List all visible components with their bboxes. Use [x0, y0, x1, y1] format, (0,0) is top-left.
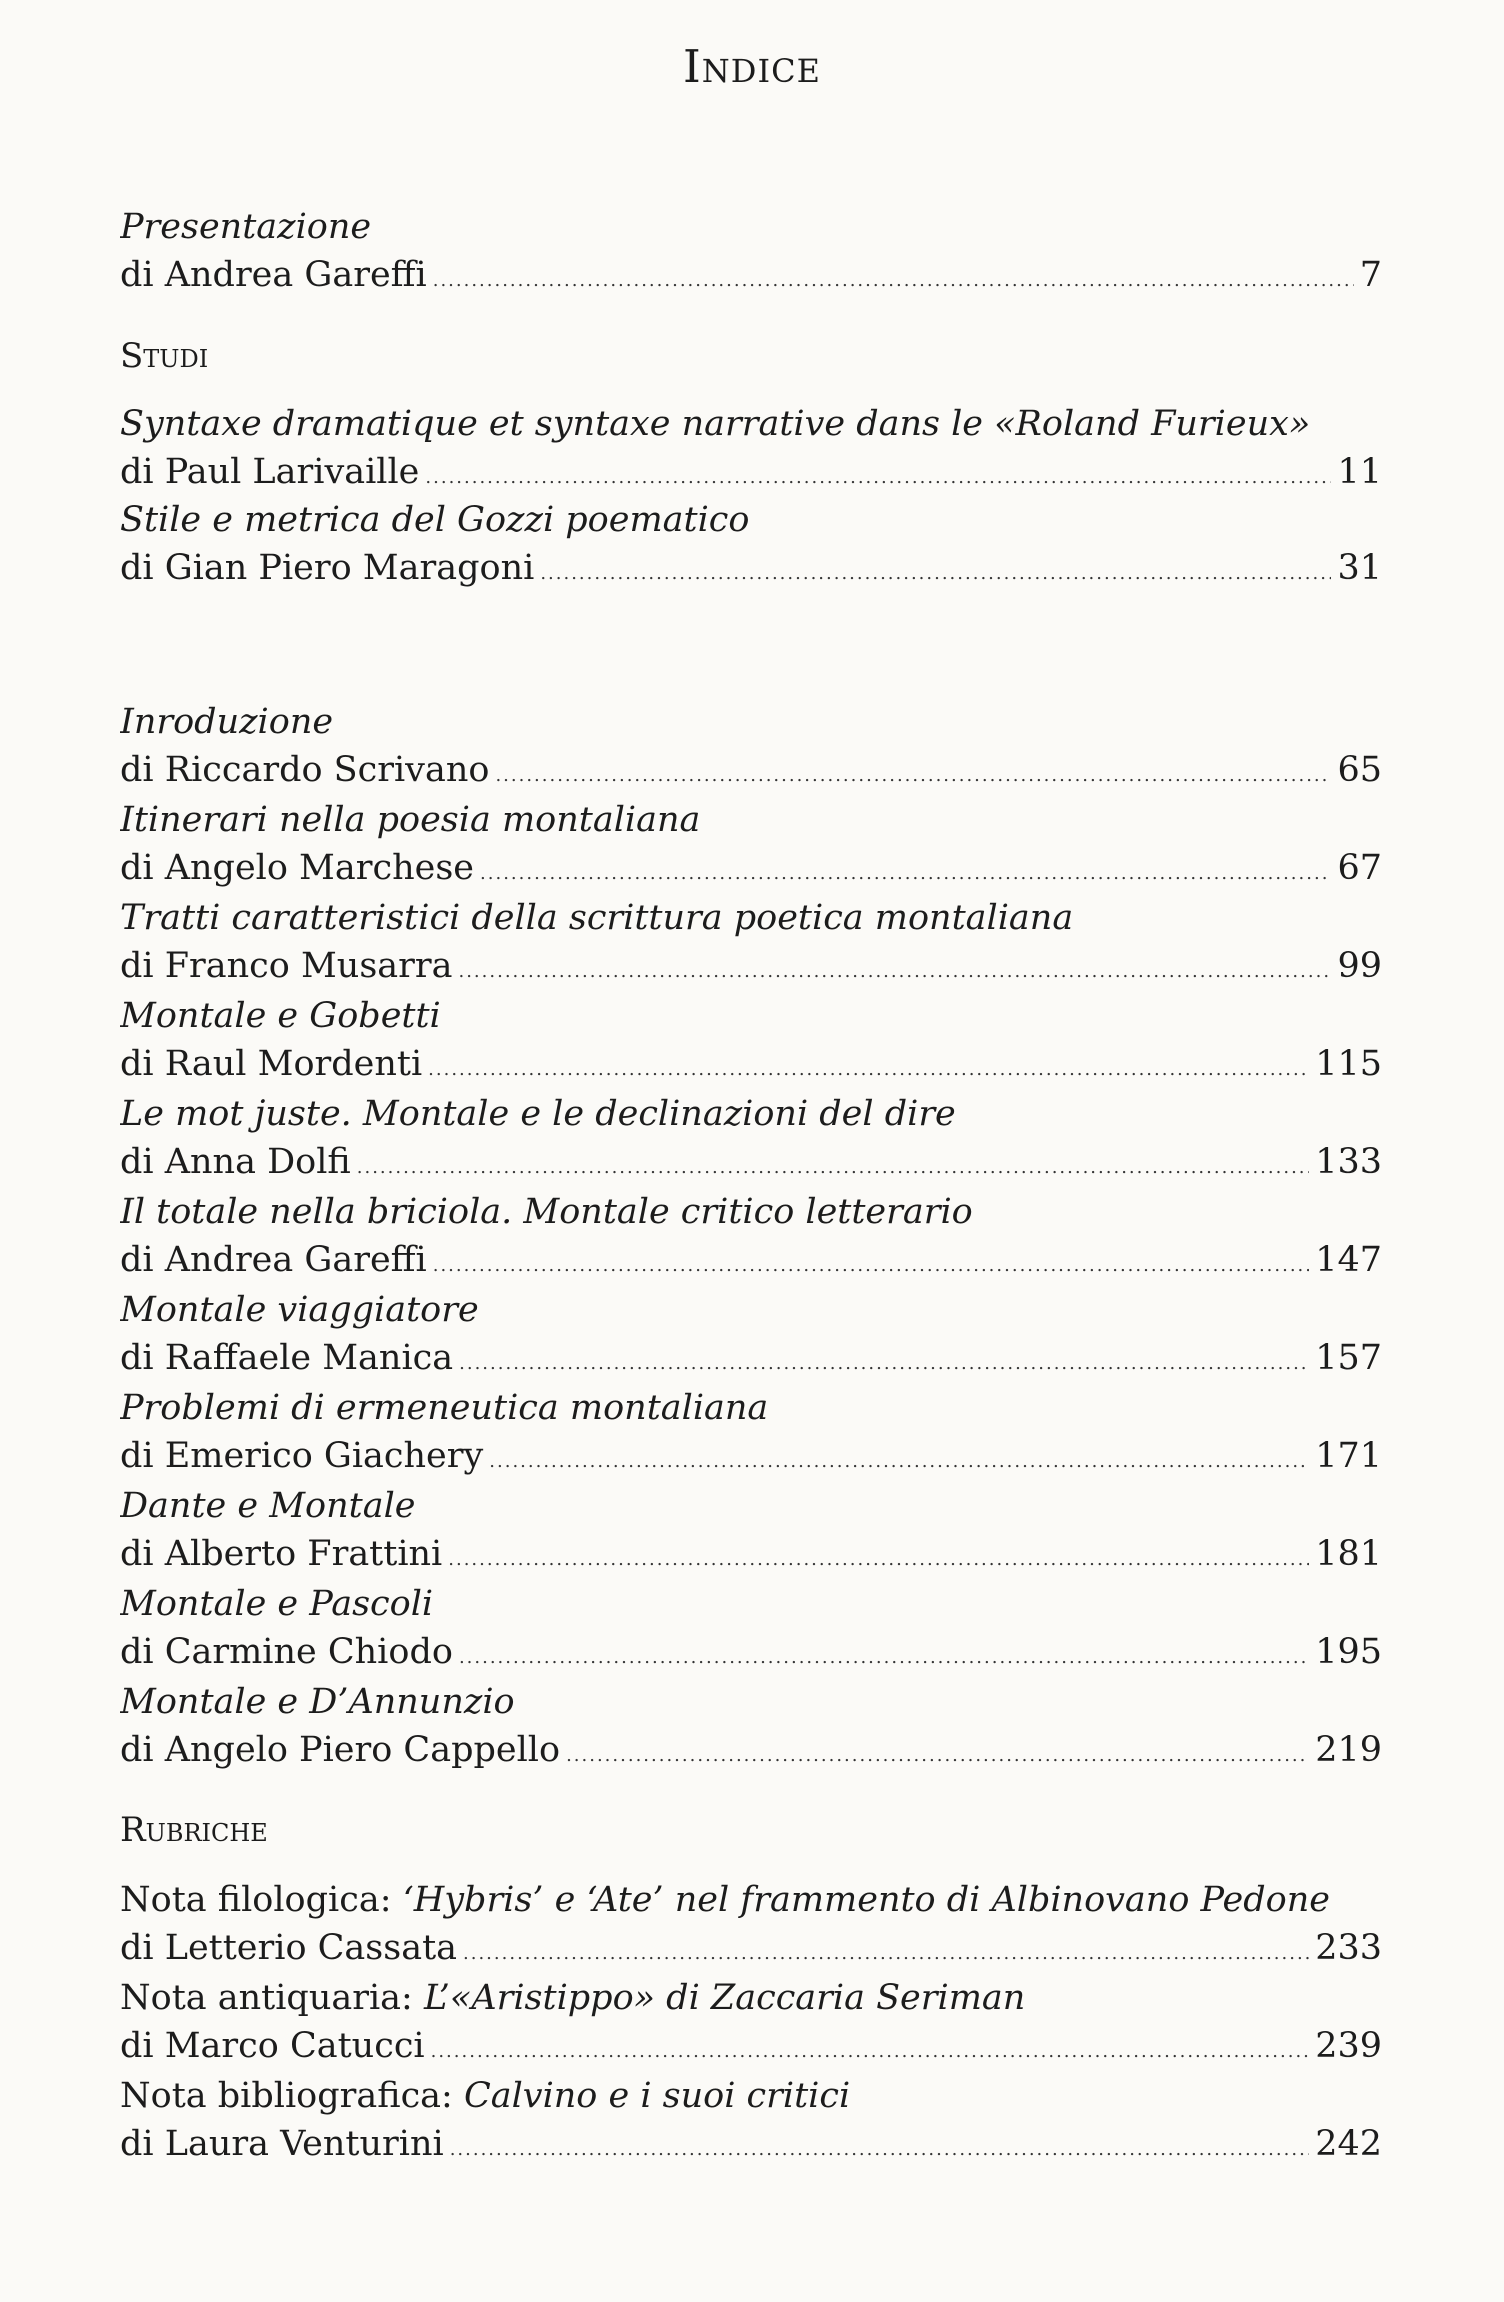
- entry-page: 67: [1337, 848, 1382, 888]
- toc-entry: [120, 796, 1382, 898]
- entry-title: Il totale nella briciola. Montale critico letterario: [120, 1192, 973, 1232]
- dot-leader: [357, 1144, 1309, 1192]
- entry-author: di Emerico Giachery: [120, 1436, 484, 1476]
- entry-page: 195: [1315, 1632, 1382, 1672]
- dot-leader: [495, 752, 1331, 800]
- dot-leader: [448, 1536, 1309, 1584]
- dot-leader: [425, 454, 1331, 502]
- entry-title: Presentazione: [120, 207, 372, 247]
- toc-entry: [120, 894, 1382, 996]
- toc-entry: [120, 400, 1382, 502]
- dot-leader: [428, 1046, 1309, 1094]
- entry-page: 181: [1315, 1534, 1382, 1574]
- entry-title: Le mot juste. Montale e le declinazioni del dire: [120, 1094, 956, 1134]
- section-heading-rubriche: Rubriche: [120, 1810, 268, 1850]
- entry-page: 7: [1359, 255, 1382, 295]
- toc-entry: [120, 1974, 1382, 2076]
- dot-leader: [566, 1732, 1309, 1780]
- entry-page: 242: [1315, 2124, 1382, 2164]
- dot-leader: [459, 1634, 1309, 1682]
- entry-title: Montale e D’Annunzio: [120, 1682, 515, 1722]
- toc-entry: [120, 496, 1382, 598]
- entry-title: Montale viaggiatore: [120, 1290, 479, 1330]
- toc-entry: [120, 1580, 1382, 1682]
- entry-title: Montale e Pascoli: [120, 1584, 434, 1624]
- entry-title: Stile e metrica del Gozzi poematico: [120, 500, 750, 540]
- entry-author: di Alberto Frattini: [120, 1534, 443, 1574]
- entry-title: Tratti caratteristici della scrittura poetica montaliana: [120, 898, 1074, 938]
- entry-page: 11: [1337, 452, 1382, 492]
- toc-entry: [120, 203, 1382, 305]
- entry-author: di Raffaele Manica: [120, 1338, 454, 1378]
- entry-label: Nota bibliografica:: [120, 2076, 464, 2116]
- toc-entry: [120, 1286, 1382, 1388]
- entry-title: Inroduzione: [120, 702, 334, 742]
- entry-title: Problemi di ermeneutica montaliana: [120, 1388, 769, 1428]
- entry-title: ‘Hybris’ e ‘Ate’ nel frammento di Albinovano Pedone: [402, 1880, 1330, 1920]
- toc-entry: [120, 1188, 1382, 1290]
- entry-author: di Laura Venturini: [120, 2124, 444, 2164]
- dot-leader: [480, 850, 1331, 898]
- entry-page: 65: [1337, 750, 1382, 790]
- entry-author: di Andrea Gareffi: [120, 1240, 427, 1280]
- entry-page: 219: [1315, 1730, 1382, 1770]
- toc-entry: [120, 698, 1382, 800]
- entry-page: 171: [1315, 1436, 1382, 1476]
- dot-leader: [459, 1340, 1309, 1388]
- entry-label: Nota antiquaria:: [120, 1978, 424, 2018]
- entry-title: Itinerari nella poesia montaliana: [120, 800, 701, 840]
- entry-title: Dante e Montale: [120, 1486, 416, 1526]
- entry-page: 239: [1315, 2026, 1382, 2066]
- entry-author: di Andrea Gareffi: [120, 255, 427, 295]
- entry-author: di Raul Mordenti: [120, 1044, 423, 1084]
- entry-title: Calvino e i suoi critici: [463, 2076, 851, 2116]
- entry-author: di Franco Musarra: [120, 946, 453, 986]
- entry-title: Syntaxe dramatique et syntaxe narrative dans le «Roland Furieux»: [120, 404, 1311, 444]
- entry-title: Montale e Gobetti: [120, 996, 441, 1036]
- entry-author: di Gian Piero Maragoni: [120, 548, 535, 588]
- entry-author: di Angelo Marchese: [120, 848, 475, 888]
- toc-entry: [120, 1482, 1382, 1584]
- dot-leader: [463, 1930, 1309, 1978]
- entry-author: di Paul Larivaille: [120, 452, 420, 492]
- entry-page: 115: [1315, 1044, 1382, 1084]
- section-heading-studi: Studi: [120, 336, 209, 376]
- entry-author: di Carmine Chiodo: [120, 1632, 453, 1672]
- entry-author: di Letterio Cassata: [120, 1928, 458, 1968]
- toc-entry: [120, 992, 1382, 1094]
- toc-entry: [120, 1384, 1382, 1486]
- dot-leader: [433, 257, 1354, 305]
- toc-entry: [120, 1678, 1382, 1780]
- toc-entry: [120, 1090, 1382, 1192]
- entry-page: 99: [1337, 946, 1382, 986]
- entry-page: 133: [1315, 1142, 1382, 1182]
- dot-leader: [433, 1242, 1309, 1290]
- entry-page: 31: [1337, 548, 1382, 588]
- entry-page: 233: [1315, 1928, 1382, 1968]
- entry-author: di Angelo Piero Cappello: [120, 1730, 561, 1770]
- dot-leader: [458, 948, 1331, 996]
- dot-leader: [489, 1438, 1309, 1486]
- dot-leader: [450, 2126, 1310, 2174]
- page-title: Indice: [683, 40, 821, 93]
- entry-label: Nota filologica:: [120, 1880, 403, 1920]
- entry-page: 157: [1315, 1338, 1382, 1378]
- entry-author: di Riccardo Scrivano: [120, 750, 490, 790]
- entry-page: 147: [1315, 1240, 1382, 1280]
- entry-author: di Marco Catucci: [120, 2026, 425, 2066]
- dot-leader: [431, 2028, 1310, 2076]
- entry-title: L’«Aristippo» di Zaccaria Seriman: [423, 1978, 1026, 2018]
- entry-author: di Anna Dolfi: [120, 1142, 351, 1182]
- toc-entry: [120, 2072, 1382, 2174]
- toc-entry: [120, 1876, 1382, 1978]
- dot-leader: [540, 550, 1331, 598]
